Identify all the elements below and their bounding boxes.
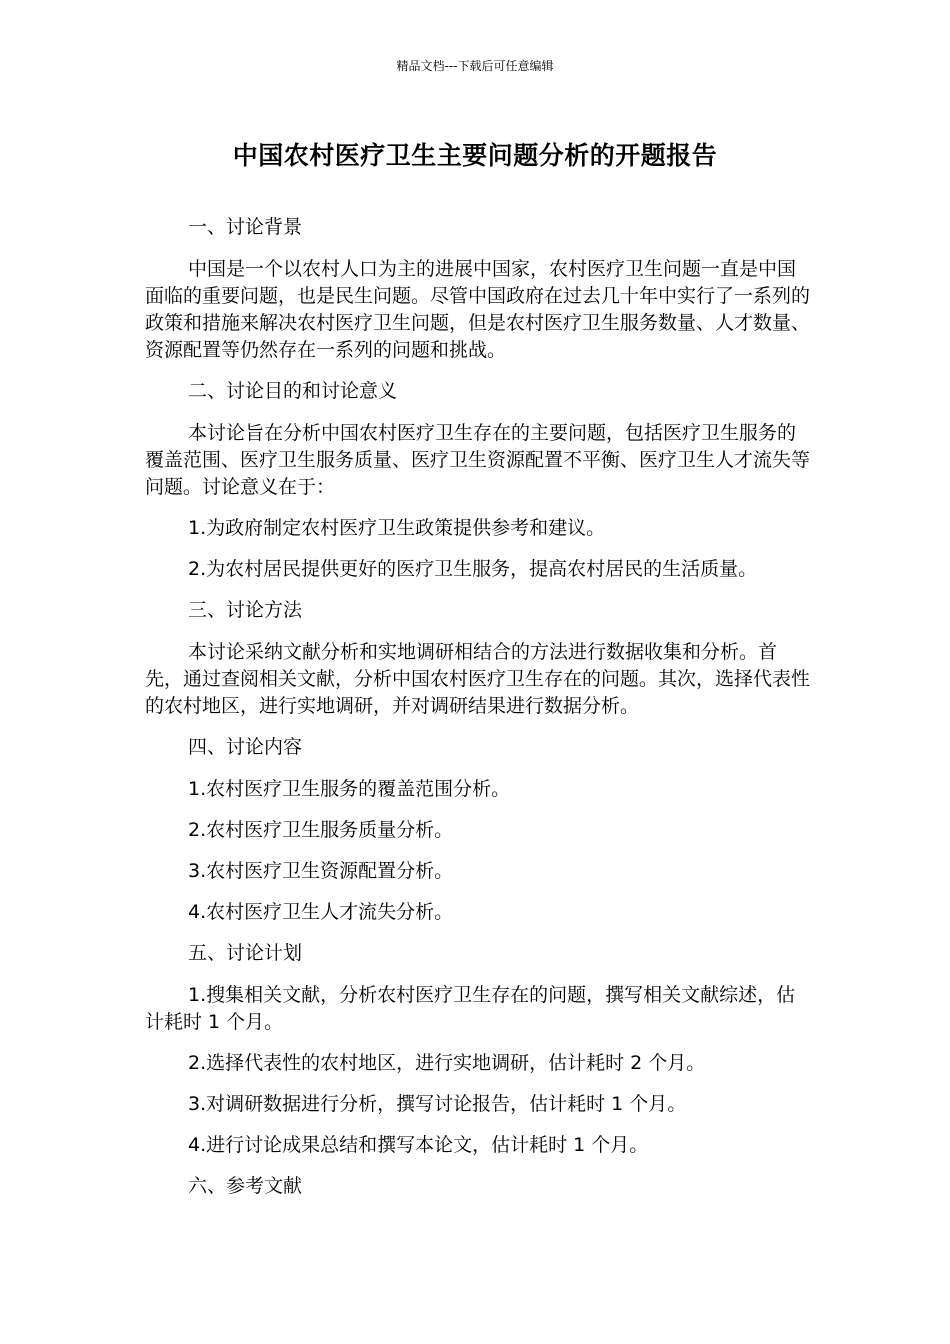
- list-item-plan-4: 4.进行讨论成果总结和撰写本论文，估计耗时 1 个月。: [188, 1134, 649, 1156]
- list-item-purpose-1: 1.为政府制定农村医疗卫生政策提供参考和建议。: [188, 517, 606, 539]
- list-item-plan-3: 3.对调研数据进行分析，撰写讨论报告，估计耗时 1 个月。: [188, 1093, 687, 1115]
- paragraph-purpose: 本讨论旨在分析中国农村医疗卫生存在的主要问题，包括医疗卫生服务的覆盖范围、医疗卫生服务质量、医疗卫生资源配置不平衡、医疗卫生人才流失等问题。讨论意义在于：: [145, 422, 811, 498]
- list-item-content-2: 2.农村医疗卫生服务质量分析。: [188, 819, 454, 841]
- document-body: [145, 214, 810, 1215]
- section-heading-background: 一、讨论背景: [188, 216, 303, 238]
- list-item-content-3: 3.农村医疗卫生资源配置分析。: [188, 860, 454, 882]
- document-title: 中国农村医疗卫生主要问题分析的开题报告: [232, 141, 718, 170]
- list-item-plan-2: 2.选择代表性的农村地区，进行实地调研，估计耗时 2 个月。: [188, 1052, 706, 1074]
- paragraph-background: 中国是一个以农村人口为主的进展中国家，农村医疗卫生问题一直是中国面临的重要问题，也是民生问题。尽管中国政府在过去几十年中实行了一系列的政策和措施来解决农村医疗卫生问题，但是农村医疗卫生服务数量、人才数量、资源配置等仍然存在一系列的问题和挑战。: [145, 258, 811, 361]
- list-item-content-1: 1.农村医疗卫生服务的覆盖范围分析。: [188, 778, 511, 800]
- section-heading-references: 六、参考文献: [188, 1175, 303, 1197]
- section-heading-content: 四、讨论内容: [188, 736, 303, 758]
- header-note: 精品文档---下载后可任意编辑: [396, 59, 554, 73]
- list-item-plan-1: 1.搜集相关文献，分析农村医疗卫生存在的问题，撰写相关文献综述，估计耗时 1 个月。: [145, 984, 796, 1033]
- section-heading-method: 三、讨论方法: [188, 599, 303, 621]
- list-item-purpose-2: 2.为农村居民提供更好的医疗卫生服务，提高农村居民的生活质量。: [188, 558, 758, 580]
- list-item-content-4: 4.农村医疗卫生人才流失分析。: [188, 901, 454, 923]
- section-heading-purpose: 二、讨论目的和讨论意义: [188, 380, 398, 402]
- paragraph-method: 本讨论采纳文献分析和实地调研相结合的方法进行数据收集和分析。首先，通过查阅相关文献，分析中国农村医疗卫生存在的问题。其次，选择代表性的农村地区，进行实地调研，并对调研结果进行数据分析。: [145, 641, 811, 717]
- section-heading-plan: 五、讨论计划: [188, 942, 303, 964]
